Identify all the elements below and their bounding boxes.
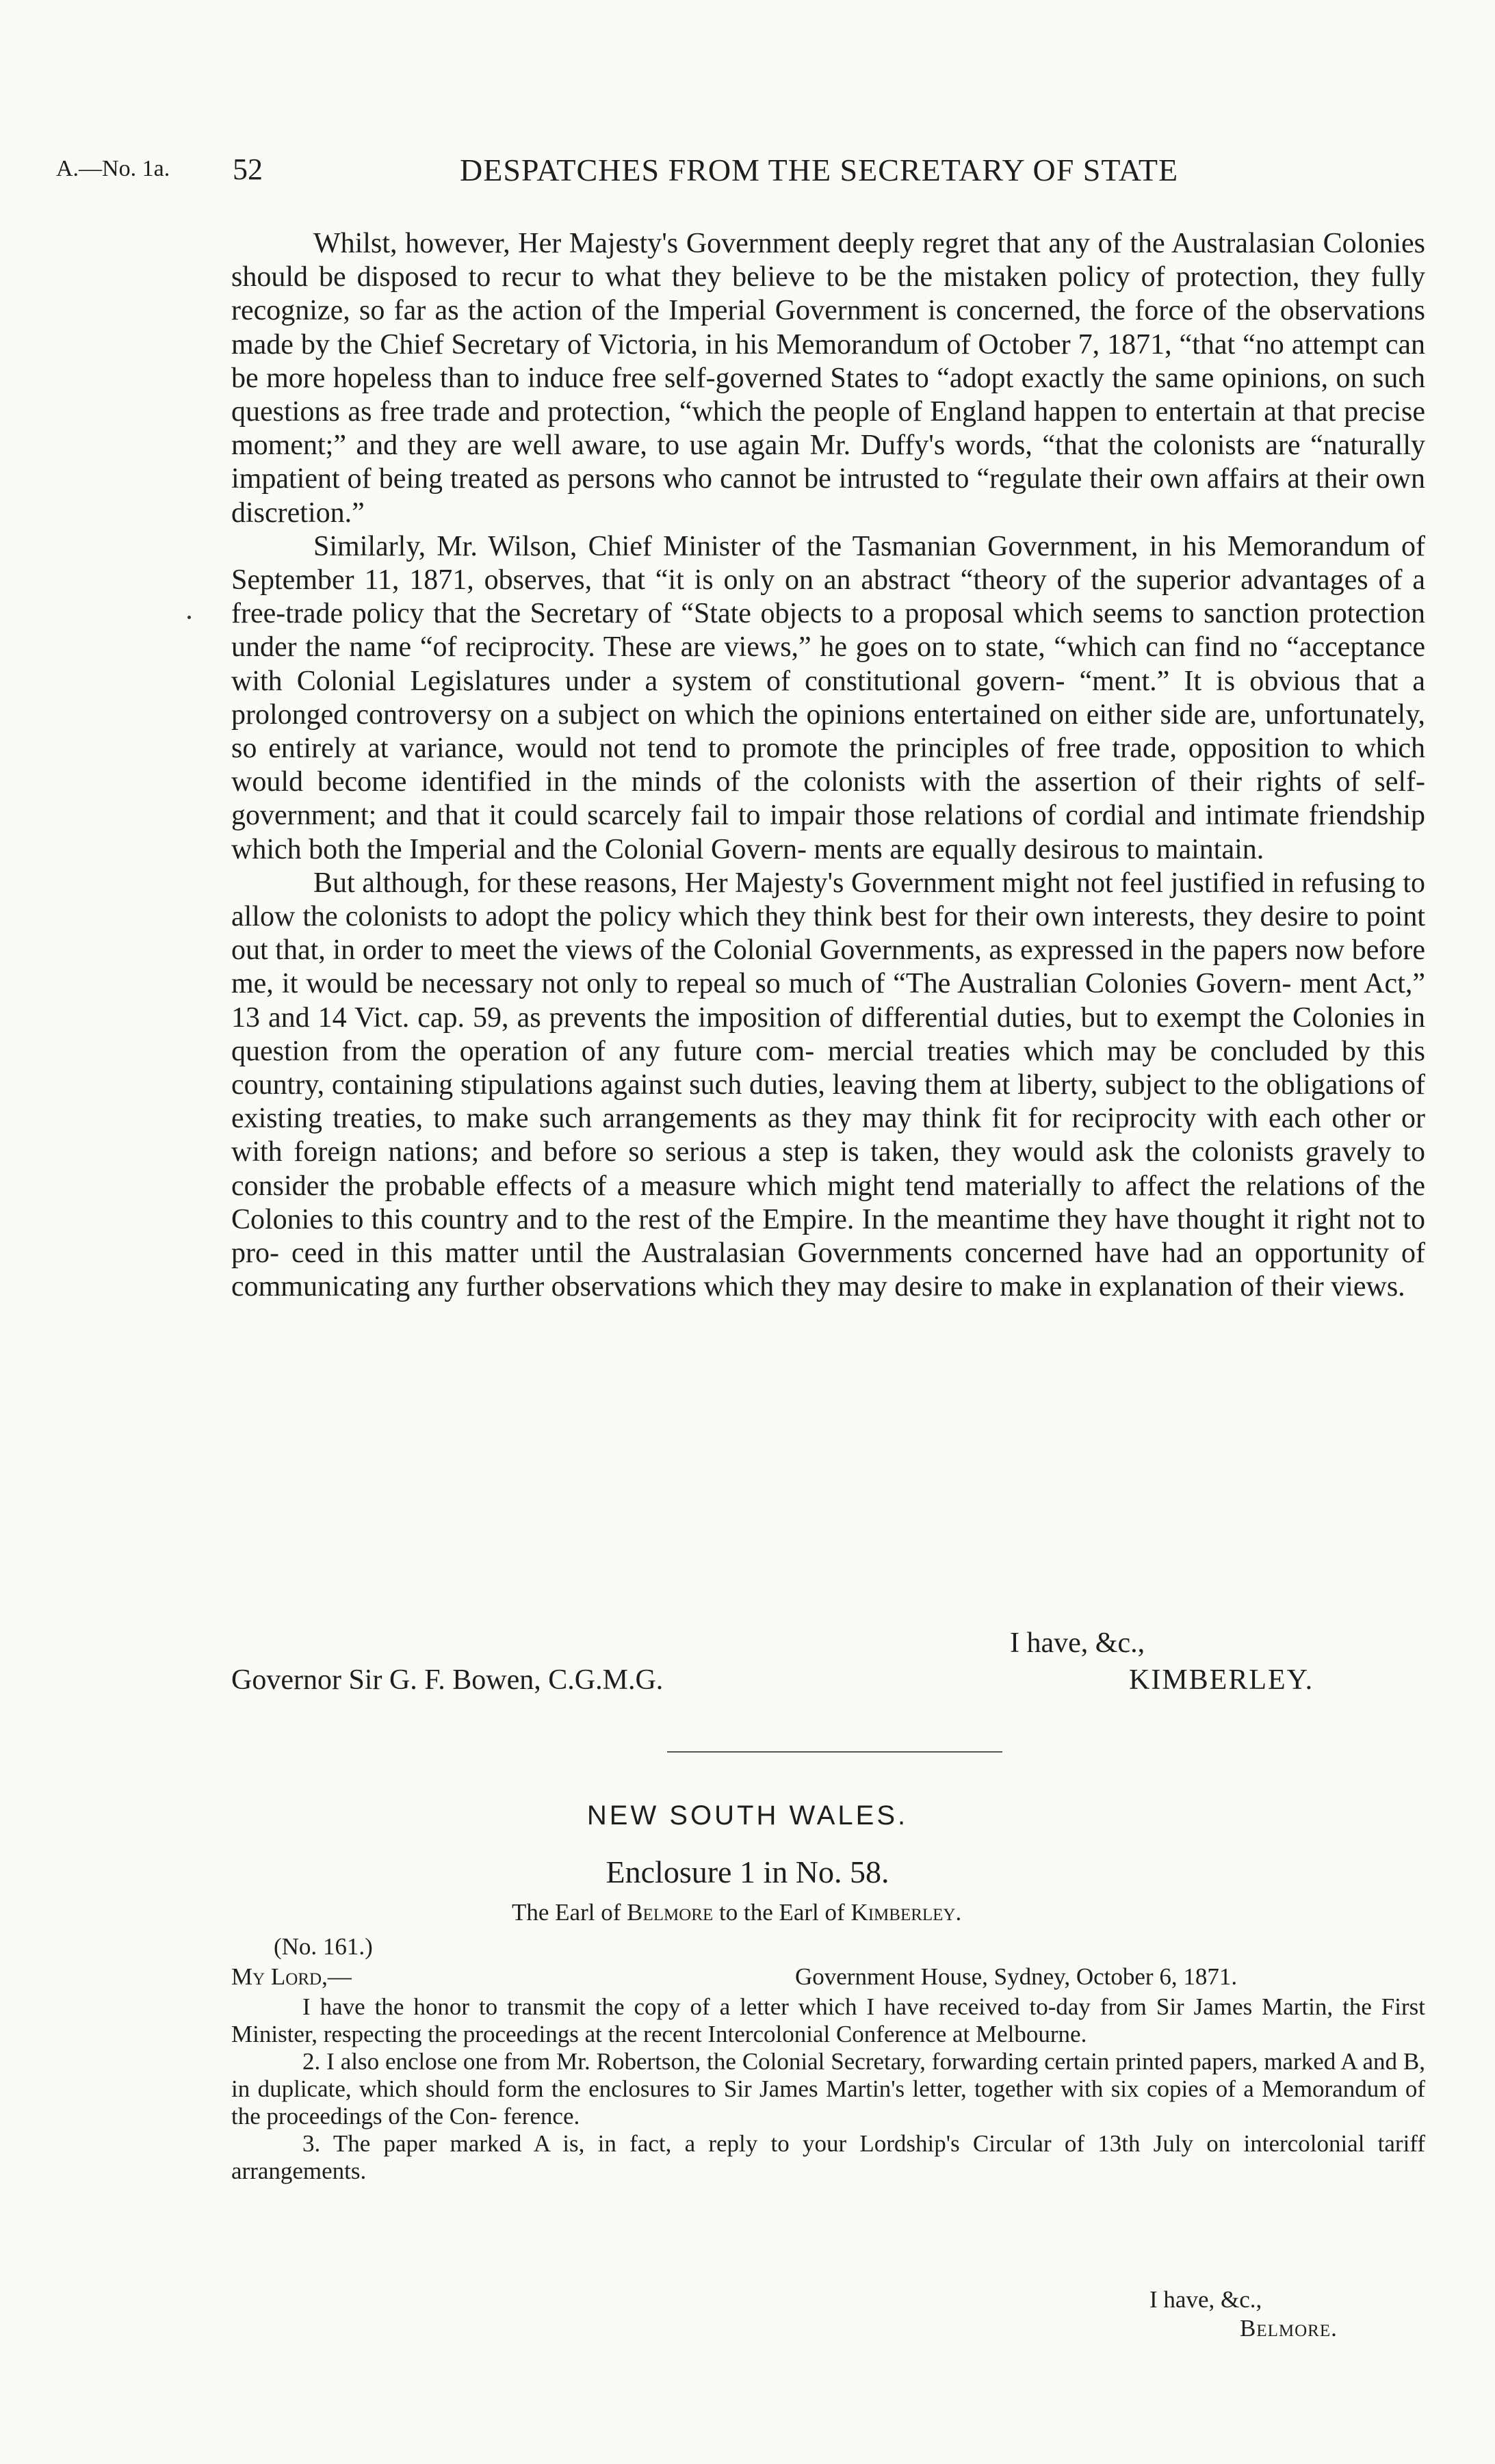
print-speck [187, 616, 191, 619]
closing-formula: I have, &c., [1010, 1627, 1145, 1659]
page-number: 52 [233, 153, 263, 186]
salutation-initial: M [231, 1963, 253, 1990]
addressee: Governor Sir G. F. Bowen, C.G.M.G. [231, 1664, 664, 1696]
from-to-mid: to the Earl of [719, 1899, 845, 1926]
signature: KIMBERLEY. [1129, 1664, 1314, 1696]
paragraph: Similarly, Mr. Wilson, Chief Minister of the Tasmanian Government, in his Memorandum of September 11, 1871, observes, that “it is only on an abstract “theory of the superior advantages of a free-trade policy that the Secretary of “State objects to a proposal which seems to sanction protection under the name “of reciprocity. These are views,” he goes on to state, “which can find no “acceptance with Colonial Legislatures under a system of constitutional govern- “ment.” It is obvious that a prolonged controversy on a subject on which the opinions entertained on either side are, unfortunately, so entirely at variance, would not tend to promote the principles of free trade, opposition to which would become identified in the minds of the colonists with the assertion of their rights of self-government; and that it could scarcely fail to impair those relations of cordial and intimate friendship which both the Imperial and the Colonial Govern- ments are equally desirous to maintain. [231, 530, 1425, 865]
paragraph: But although, for these reasons, Her Majesty's Government might not feel justified in refusing to allow the colonists to adopt the policy which they think best for their own interests, they desire to point out that, in order to meet the views of the Colonial Governments, as expressed in the papers now before me, it would be necessary not only to repeal so much of “The Australian Colonies Govern- ment Act,” 13 and 14 Vict. cap. 59, as prevents the imposition of differential duties, but to exempt the Colonies in question from the operation of any future com- mercial treaties which may be concluded by this country, containing stipulations against such duties, leaving them at liberty, subject to the obligations of existing treaties, to make such arrangements as they may think fit for reciprocity with each other or with foreign nations; and before so serious a step is taken, they would ask the colonists gravely to consider the probable effects of a measure which might tend materially to affect the relations of the Colonies to this country and to the rest of the Empire. In the meantime they have thought it right not to pro- ceed in this matter until the Australasian Governments concerned have had an opportunity of communicating any further observations which they may desire to make in explanation of their views. [231, 867, 1425, 1303]
salutation [231, 1963, 352, 1991]
letter-number: (No. 161.) [274, 1933, 373, 1960]
place-and-date: Government House, Sydney, October 6, 1871. [795, 1963, 1238, 1990]
paragraph: Whilst, however, Her Majesty's Government deeply regret that any of the Australasian Colonies should be disposed to recur to what they believe to be the mistaken policy of protection, they fully recognize, so far as the action of the Imperial Government is concerned, the force of the observations made by the Chief Secretary of Victoria, in his Memorandum of October 7, 1871, “that “no attempt can be more hopeless than to induce free self-governed States to “adopt exactly the same opinions, on such questions as free trade and protection, “which the people of England happen to entertain at that precise moment;” and they are well aware, to use again Mr. Duffy's words, “that the colonists are “naturally impatient of being treated as persons who cannot be intrusted to “regulate their own affairs at their own discretion.” [231, 228, 1425, 529]
enclosure-closing: I have, &c., [1149, 2286, 1262, 2313]
recipient-name: Kimberley. [850, 1899, 962, 1926]
from-to-prefix: The Earl of [512, 1899, 621, 1926]
paper-reference: A.—No. 1a. [56, 156, 170, 181]
enclosure-body [231, 1993, 1425, 2185]
running-title: DESPATCHES FROM THE SECRETARY OF STATE [460, 153, 1179, 187]
enclosure-title: Enclosure 1 in No. 58. [606, 1854, 889, 1889]
region-heading: NEW SOUTH WALES. [586, 1800, 909, 1831]
despatch-closing [231, 1627, 1425, 1702]
despatch-body [231, 227, 1425, 1305]
paragraph: 3. The paper marked A is, in fact, a reply to your Lordship's Circular of 13th July on intercolonial tariff arrangements. [231, 2130, 1425, 2184]
running-head [56, 152, 1420, 193]
enclosure-signature: Belmore. [1240, 2315, 1338, 2342]
sender-name: Belmore [627, 1899, 714, 1926]
section-divider [667, 1751, 1002, 1753]
correspondents-line [512, 1899, 961, 1926]
salutation-rest: y Lord,— [252, 1963, 352, 1990]
paragraph: I have the honor to transmit the copy of a letter which I have received to-day from Sir James Martin, the First Minister, respecting the proceedings at the recent Intercolonial Conference at Melbourne. [231, 1993, 1425, 2047]
paragraph: 2. I also enclose one from Mr. Robertson, the Colonial Secretary, forwarding certain printed papers, marked A and B, in duplicate, which should form the enclosures to Sir James Martin's letter, together with six copies of a Memorandum of the proceedings of the Con- ference. [231, 2048, 1425, 2129]
